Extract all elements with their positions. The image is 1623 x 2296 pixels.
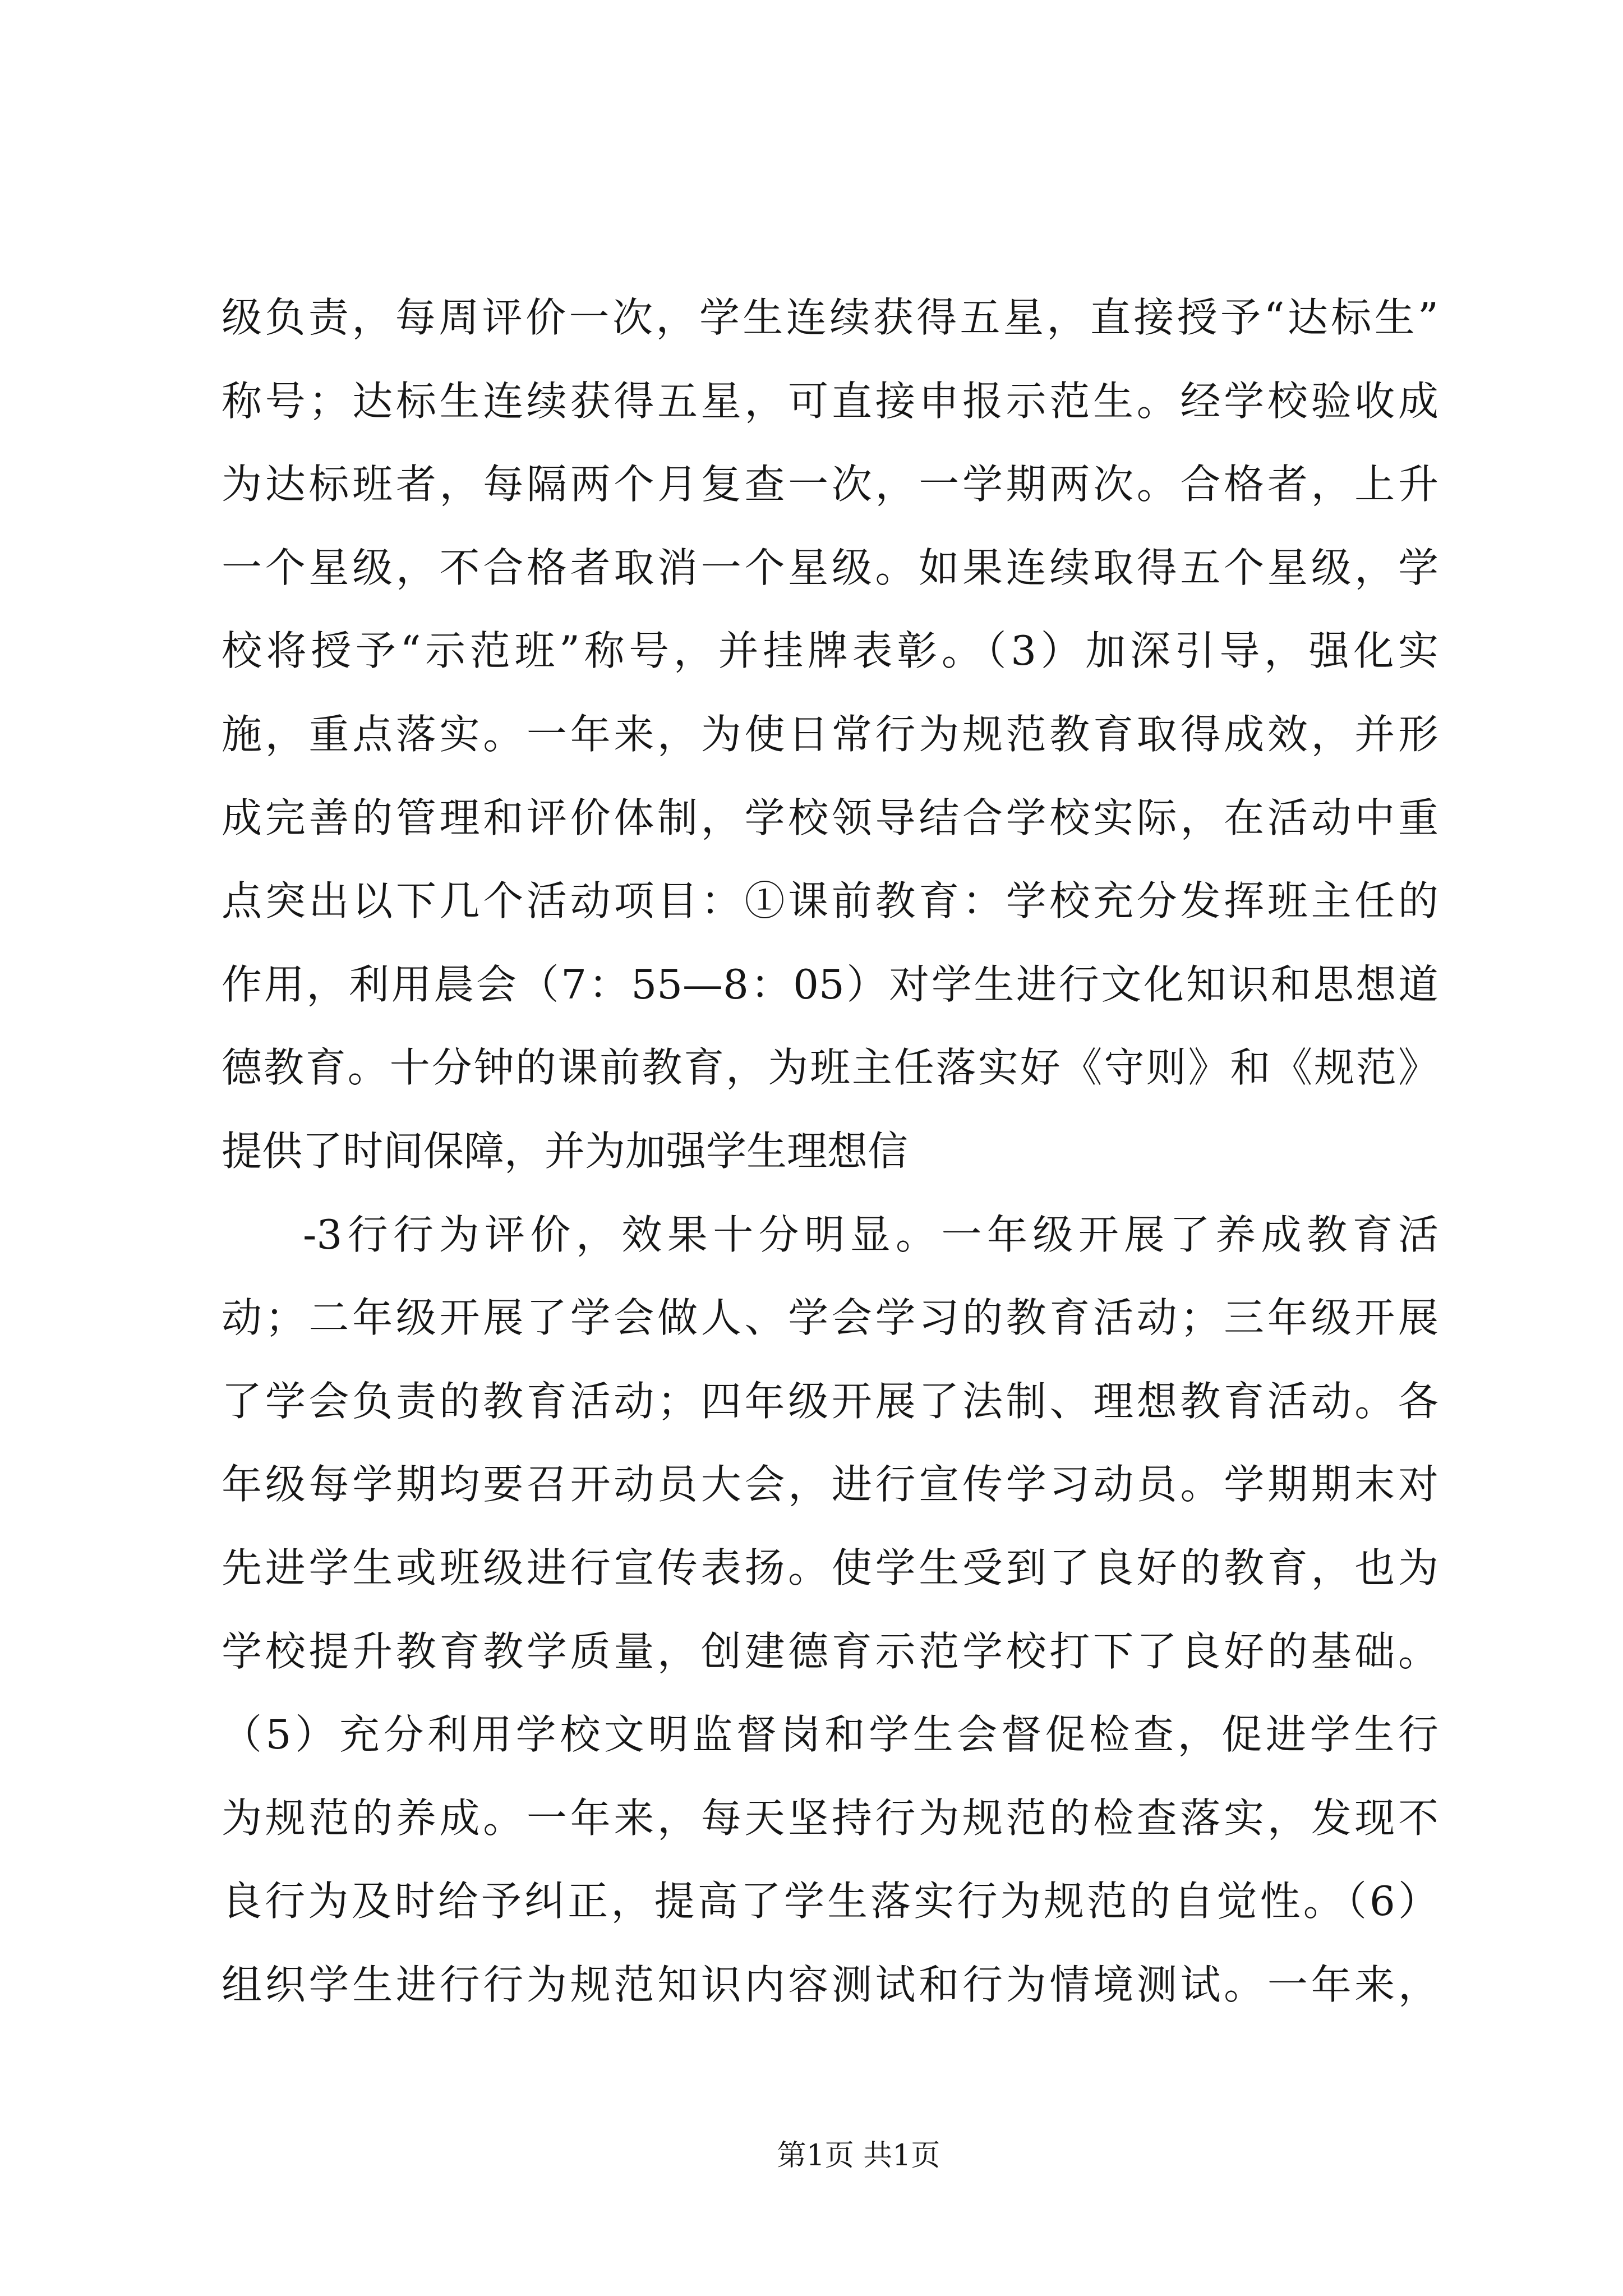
- text-line: 施，重点落实。一年来，为使日常行为规范教育取得成效，并形: [222, 710, 1438, 758]
- text-line: 级负责，每周评价一次，学生连续获得五星，直接授予“达标生”: [222, 294, 1438, 341]
- text-line: 一个星级，不合格者取消一个星级。如果连续取得五个星级，学: [222, 544, 1438, 591]
- text-line: 德教育。十分钟的课前教育，为班主任落实好《守则》和《规范》: [222, 1044, 1438, 1092]
- paragraph-1: [222, 276, 1438, 1193]
- text-line: 了学会负责的教育活动；四年级开展了法制、理想教育活动。各: [222, 1377, 1438, 1425]
- text-line: 动；二年级开展了学会做人、学会学习的教育活动；三年级开展: [222, 1294, 1438, 1342]
- text-line: 良行为及时给予纠正，提高了学生落实行为规范的自觉性。（6）: [222, 1878, 1438, 1925]
- text-line: 校将授予“示范班”称号，并挂牌表彰。（3）加深引导，强化实: [222, 627, 1438, 675]
- text-line: 组织学生进行行为规范知识内容测试和行为情境测试。一年来，: [222, 1961, 1438, 2008]
- text-line: 作用，利用晨会（7：55—8：05）对学生进行文化知识和思想道: [222, 960, 1438, 1008]
- text-line: 提供了时间保障，并为加强学生理想信: [222, 1127, 909, 1175]
- page-footer: 第1页 共1页: [777, 2139, 940, 2173]
- text-line: 成完善的管理和评价体制，学校领导结合学校实际，在活动中重: [222, 794, 1438, 841]
- text-line: 点突出以下几个活动项目：①课前教育：学校充分发挥班主任的: [222, 877, 1438, 925]
- document-body: [222, 276, 1438, 2026]
- text-line: 先进学生或班级进行宣传表扬。使学生受到了良好的教育，也为: [222, 1544, 1438, 1591]
- text-line: -3行行为评价，效果十分明显。一年级开展了养成教育活: [303, 1211, 1438, 1258]
- text-line: 为规范的养成。一年来，每天坚持行为规范的检查落实，发现不: [222, 1794, 1438, 1842]
- text-line: 为达标班者，每隔两个月复查一次，一学期两次。合格者，上升: [222, 461, 1438, 508]
- text-line: 称号；达标生连续获得五星，可直接申报示范生。经学校验收成: [222, 377, 1438, 425]
- text-line: （5）充分利用学校文明监督岗和学生会督促检查，促进学生行: [222, 1711, 1438, 1759]
- text-line: 年级每学期均要召开动员大会，进行宣传学习动员。学期期末对: [222, 1461, 1438, 1508]
- text-line: 学校提升教育教学质量，创建德育示范学校打下了良好的基础。: [222, 1627, 1438, 1675]
- paragraph-2: [222, 1193, 1438, 2027]
